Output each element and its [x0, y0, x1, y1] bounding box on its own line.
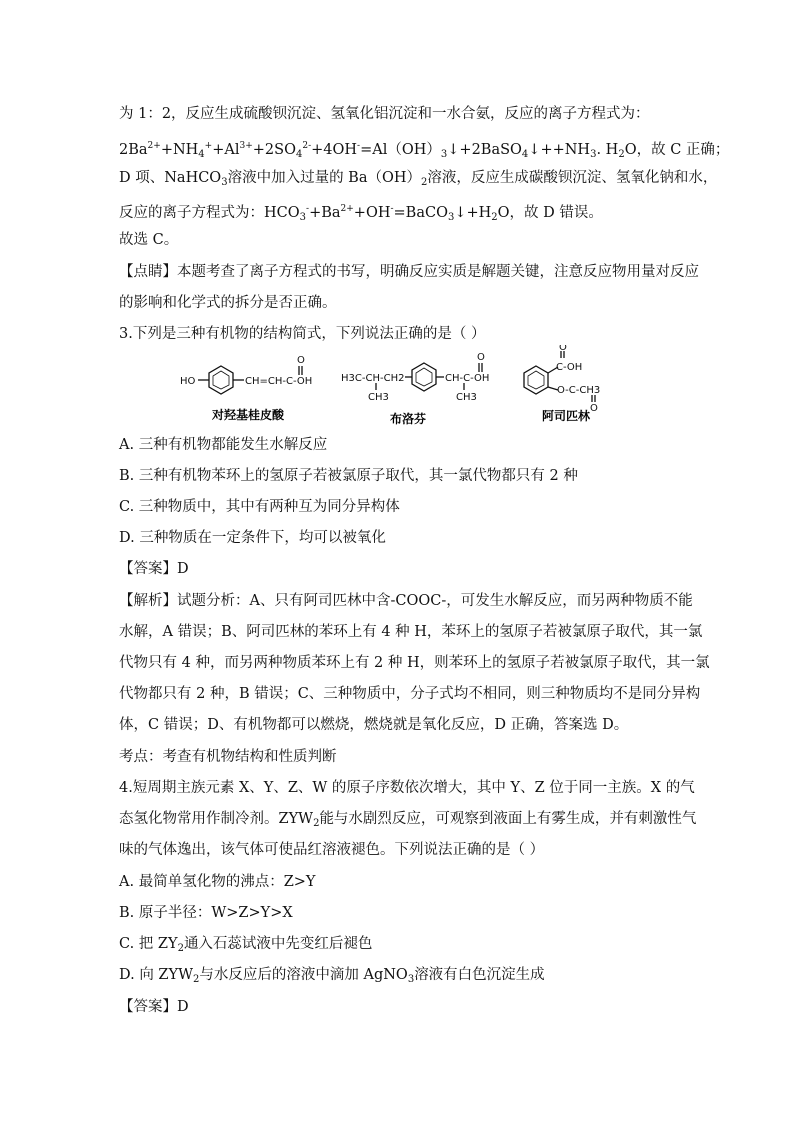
knowledge-point: 考点：考查有机物结构和性质判断 — [119, 749, 337, 765]
question-4-stem: 态氢化物常用作制冷剂。$ZYW_2$能与水剧烈反应，可观察到液面上有雾生成，并有刺激性气 — [119, 811, 697, 829]
question-4-stem: 味的气体逸出，该气体可使品红溶液褪色。下列说法正确的是（ ） — [119, 842, 545, 858]
s2-oxygen: O — [477, 352, 485, 363]
s3-oxygen1: O — [559, 345, 567, 353]
analysis-line: 【解析】试题分析：A、只有阿司匹林中含-COOC-，可发生水解反应，而另两种物质不能 — [119, 593, 693, 609]
option-d: D. 三种物质在一定条件下，均可以被氧化 — [119, 530, 386, 546]
s3-oxygen2: O — [590, 403, 598, 414]
caption-ibuprofen: 布洛芬 — [390, 412, 427, 426]
s3-ester: O-C-CH3 — [557, 385, 601, 396]
text-line: D 项、NaHCO$_3$溶液中加入过量的 $Ba(OH)_2$溶液，反应生成碳酸钡沉淀、氢氧化钠和水， — [119, 170, 718, 188]
analysis-line: 体，C 错误；D、有机物都可以燃烧，燃烧就是氧化反应，D 正确，答案选 D。 — [119, 717, 629, 733]
s2-ch3b: CH3 — [456, 392, 477, 403]
caption-p-hydroxycinnamic-acid: 对羟基桂皮酸 — [212, 408, 285, 422]
structure-svg — [176, 345, 636, 430]
s2-right: CH-C-OH — [445, 373, 490, 384]
comment-line: 的影响和化学式的拆分是否正确。 — [119, 295, 337, 311]
option-b: B. 三种有机物苯环上的氢原子若被氯原子取代，其一氯代物都只有 2 种 — [119, 468, 578, 484]
caption-aspirin: 阿司匹林 — [542, 409, 591, 423]
comment-line: 【点睛】本题考查了离子方程式的书写，明确反应实质是解题关键，注意反应物用量对反应 — [119, 264, 699, 280]
option-b: B. 原子半径：W>Z>Y>X — [119, 905, 293, 921]
s1-chain: CH=CH-C-OH — [245, 376, 313, 387]
analysis-line: 水解，A 错误；B、阿司匹林的苯环上有 4 种 H，苯环上的氢原子若被氯原子取代，其一氯 — [119, 624, 703, 640]
benzene-ring-3 — [524, 366, 548, 394]
text-line: 为 1：2，反应生成硫酸钡沉淀、氢氧化铝沉淀和一水合氨，反应的离子方程式为： — [119, 106, 650, 122]
s2-left: H3C-CH-CH2 — [341, 373, 405, 384]
s2-ch3a: CH3 — [368, 392, 389, 403]
benzene-inner-2 — [416, 368, 432, 386]
text-line: 反应的离子方程式为：$HCO_3^-+Ba^{2+}+OH^-=BaCO_3↓+H_2O$，故 D 错误。 — [119, 204, 603, 223]
answer-4: 【答案】D — [119, 999, 189, 1015]
text-line: 故选 C。 — [119, 232, 179, 248]
analysis-line: 代物都只有 2 种，B 错误；C、三种物质中，分子式均不相同，则三种物质均不是同分异构 — [119, 686, 701, 702]
benzene-inner-1 — [213, 371, 229, 389]
option-d: D. 向 $ZYW_2$与水反应后的溶液中滴加 AgNO$_3$溶液有白色沉淀生成 — [119, 967, 545, 985]
answer-3: 【答案】D — [119, 561, 189, 577]
analysis-line: 代物只有 4 种，而另两种物质苯环上有 2 种 H，则苯环上的氢原子若被氯原子取代，其一氯 — [119, 655, 710, 671]
question-4-stem: 4.短周期主族元素 X、Y、Z、W 的原子序数依次增大，其中 Y、Z 位于同一主族。X 的气 — [119, 780, 695, 796]
benzene-inner-3 — [528, 371, 544, 389]
ionic-equation-line: $2Ba^{2+}+NH_4^++Al^{3+}+2SO_4^{2-}+4OH^-=Al(OH)_3↓+2BaSO_4↓++NH_3$. $H_2O$，故 C 正确； — [119, 141, 730, 160]
option-a: A. 最简单氢化物的沸点：Z>Y — [119, 874, 316, 890]
s1-ho: HO — [180, 376, 196, 387]
option-c: C. 三种物质中，其中有两种互为同分异构体 — [119, 499, 400, 515]
option-c: C. 把 $ZY_2$通入石蕊试液中先变红后褪色 — [119, 936, 373, 954]
structure-figure — [176, 345, 636, 430]
question-3-stem: 3.下列是三种有机物的结构简式，下列说法正确的是（ ） — [119, 326, 486, 342]
s1-oxygen: O — [297, 355, 305, 366]
s3-cooh: C-OH — [556, 362, 583, 373]
option-a: A. 三种有机物都能发生水解反应 — [119, 437, 328, 453]
